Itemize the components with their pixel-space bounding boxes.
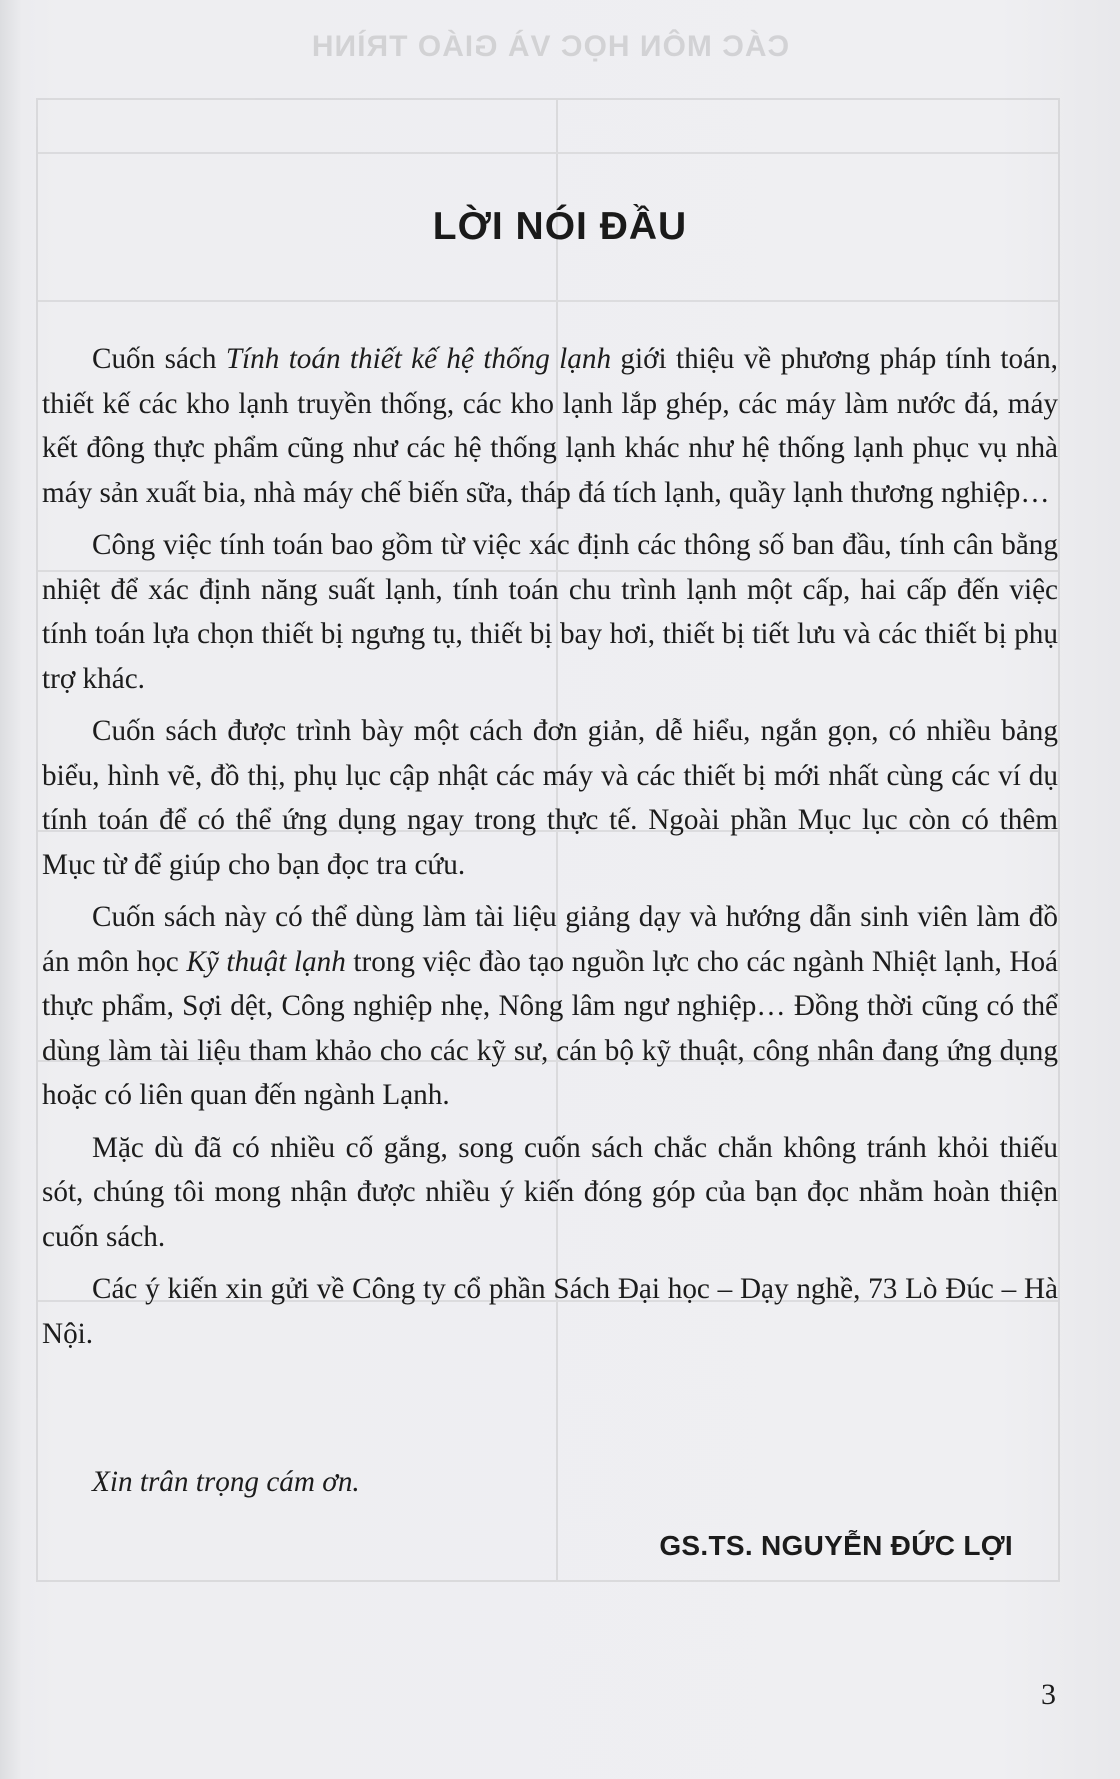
page-heading: LỜI NÓI ĐẦU <box>432 205 688 248</box>
book-title: Tính toán thiết kế hệ thống lạnh <box>225 343 612 375</box>
page-number: 3 <box>1041 1678 1056 1711</box>
paragraph-audience <box>42 895 1058 1118</box>
closing-thanks: Xin trân trọng cám ơn. <box>92 1466 360 1498</box>
paragraph-contact: Các ý kiến xin gửi về Công ty cổ phần Sách Đại học – Dạy nghề, 73 Lò Đúc – Hà Nội. <box>42 1273 1058 1350</box>
ghost-table-rule <box>38 300 1058 302</box>
paragraph-audience-rest: trong việc đào tạo nguồn lực cho các ngành Nhiệt lạnh, Hoá thực phẩm, Sợi dệt, Công nghiệp nhẹ, Nông lâm ngư nghiệp… Đồng thời cũng có thể dùng làm tài liệu tham khảo cho các kỹ sư, cán bộ kỹ thuật, công nhân đang ứng dụng hoặc có liên quan đến ngành Lạnh. <box>42 945 1058 1111</box>
paragraph-audience-lead: Cuốn sách này có thể dùng làm tài liệu giảng dạy và hướng dẫn sinh viên làm đồ án môn học <box>42 901 1058 978</box>
paragraph-scope: Công việc tính toán bao gồm từ việc xác định các thông số ban đầu, tính cân bằng nhiệt để xác định năng suất lạnh, tính toán chu trình lạnh một cấp, hai cấp đến việc tính toán lựa chọn thiết bị ngưng tụ, thiết bị bay hơi, thiết bị tiết lưu và các thiết bị phụ trợ khác. <box>42 529 1058 695</box>
author-signature: GS.TS. NGUYỄN ĐỨC LỢI <box>659 1530 1013 1561</box>
ghost-table-rule <box>38 152 1058 154</box>
paragraph-intro-lead: Cuốn sách <box>92 343 226 375</box>
course-subject: Kỹ thuật lạnh <box>186 945 346 978</box>
paragraph-presentation: Cuốn sách được trình bày một cách đơn giản, dễ hiểu, ngắn gọn, có nhiều bảng biểu, hình vẽ, đồ thị, phụ lục cập nhật các máy và các thiết bị mới nhất cùng các ví dụ tính toán để có thể ứng dụng ngay trong thực tế. Ngoài phần Mục lục còn có thêm Mục từ để giúp cho bạn đọc tra cứu. <box>42 715 1058 881</box>
paragraph-intro-rest: giới thiệu về phương pháp tính toán, thiết kế các kho lạnh truyền thống, các kho lạnh lắp ghép, các máy làm nước đá, máy kết đông thực phẩm cũng như các hệ thống lạnh khác như hệ thống lạnh phục vụ nhà máy sản xuất bia, nhà máy chế biến sữa, tháp đá tích lạnh, quầy lạnh thương nghiệp… <box>42 343 1058 509</box>
preface-body <box>42 337 1058 1360</box>
ghost-title: CÁC MÔN HỌC VÀ GIÁO TRÌNH <box>310 30 790 63</box>
paragraph-intro <box>42 337 1058 515</box>
paragraph-feedback: Mặc dù đã có nhiều cố gắng, song cuốn sách chắc chắn không tránh khỏi thiếu sót, chúng tôi mong nhận được nhiều ý kiến đóng góp của bạn đọc nhằm hoàn thiện cuốn sách. <box>42 1131 1058 1253</box>
